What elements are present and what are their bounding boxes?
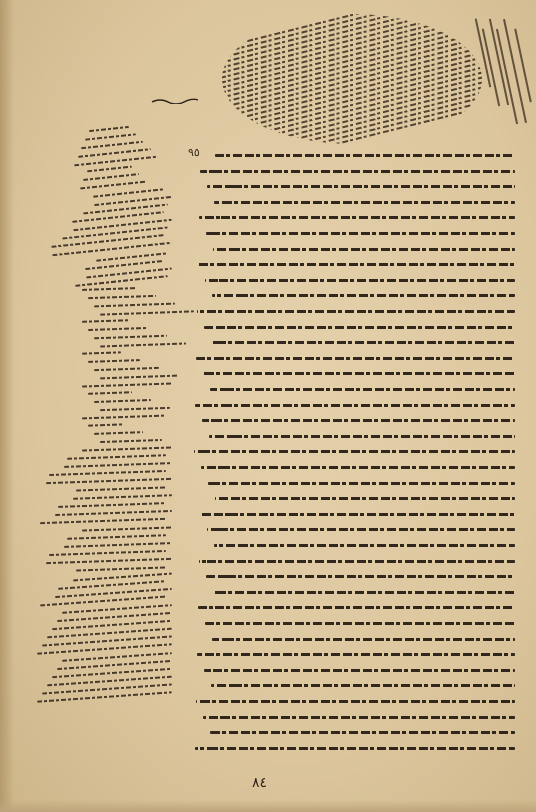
note-line: [514, 29, 531, 103]
gloss-line: [82, 415, 165, 420]
gloss-line: [78, 148, 151, 158]
gloss-line: [89, 126, 129, 132]
gloss-line: [88, 295, 156, 299]
gloss-line: [83, 173, 139, 181]
gloss-line: [100, 375, 178, 380]
text-line: [212, 294, 515, 297]
page-number: ٨٤: [252, 775, 268, 791]
marginal-flourish: [150, 98, 200, 104]
gloss-line: [67, 454, 166, 459]
gloss-line: [82, 351, 121, 354]
text-line: [205, 622, 515, 625]
gloss-line: [55, 510, 172, 516]
folio-mark: ٩٥: [188, 146, 200, 159]
gloss-line: [82, 382, 173, 387]
text-line: [199, 216, 515, 219]
gloss-line: [82, 446, 172, 451]
marginal-note-circular: [222, 14, 482, 144]
text-line: [195, 747, 515, 750]
text-line: [205, 279, 515, 282]
gloss-line: [94, 303, 175, 308]
text-line: [215, 497, 515, 500]
text-line: [213, 591, 515, 594]
page-edge-shadow: [0, 0, 14, 812]
text-line: [201, 466, 515, 469]
gloss-line: [85, 133, 136, 140]
text-line: [199, 560, 515, 563]
gloss-line: [87, 166, 132, 173]
gloss-line: [94, 431, 143, 435]
gloss-line: [73, 494, 172, 499]
text-line: [198, 606, 515, 609]
text-line: [196, 700, 515, 703]
marginal-gloss: [22, 128, 177, 708]
gloss-line: [100, 407, 170, 411]
gloss-line: [67, 534, 166, 539]
gloss-line: [82, 287, 137, 291]
gloss-line: [46, 558, 172, 564]
text-line: [196, 357, 515, 360]
gloss-line: [94, 367, 159, 371]
gloss-line: [88, 391, 132, 395]
text-line: [207, 185, 515, 188]
gloss-line: [58, 502, 166, 508]
gloss-line: [88, 423, 124, 426]
text-line: [198, 263, 515, 266]
marginal-note-corner: [476, 10, 528, 130]
text-line: [195, 404, 515, 407]
gloss-line: [100, 310, 194, 315]
text-line: [214, 201, 515, 204]
text-line: [212, 638, 515, 641]
main-text-block: [193, 150, 515, 770]
text-line: [206, 575, 515, 578]
gloss-line: [40, 518, 166, 524]
gloss-line: [100, 342, 186, 347]
text-line: [213, 248, 515, 251]
text-line: [215, 154, 515, 157]
text-line: [200, 170, 515, 173]
gloss-line: [88, 327, 148, 331]
gloss-line: [46, 478, 172, 484]
gloss-line: [58, 580, 166, 590]
text-line: [204, 669, 515, 672]
text-line: [208, 482, 515, 485]
gloss-line: [81, 141, 143, 149]
text-line: [207, 528, 515, 531]
text-line: [194, 450, 515, 453]
gloss-line: [82, 526, 172, 531]
page-edge-shadow-bottom: [0, 800, 536, 812]
text-line: [203, 716, 515, 719]
gloss-line: [76, 566, 166, 571]
text-line: [210, 388, 515, 391]
text-line: [206, 232, 515, 235]
gloss-line: [74, 156, 158, 167]
text-line: [197, 653, 515, 656]
text-line: [209, 435, 515, 438]
text-line: [214, 544, 515, 547]
gloss-line: [94, 399, 151, 403]
text-line: [211, 341, 515, 344]
gloss-line: [64, 542, 172, 548]
gloss-line: [88, 359, 140, 363]
gloss-line: [82, 319, 129, 323]
gloss-line: [94, 335, 167, 340]
text-line: [211, 684, 515, 687]
text-line: [200, 513, 515, 516]
text-line: [203, 372, 515, 375]
gloss-line: [64, 462, 172, 468]
gloss-line: [100, 439, 162, 443]
text-line: [210, 731, 515, 734]
text-line: [204, 326, 515, 329]
gloss-line: [93, 188, 164, 197]
gloss-line: [80, 181, 147, 190]
text-line: [202, 419, 515, 422]
text-line: [197, 310, 515, 313]
gloss-line: [49, 470, 166, 476]
gloss-line: [49, 550, 166, 556]
gloss-line: [76, 486, 166, 491]
